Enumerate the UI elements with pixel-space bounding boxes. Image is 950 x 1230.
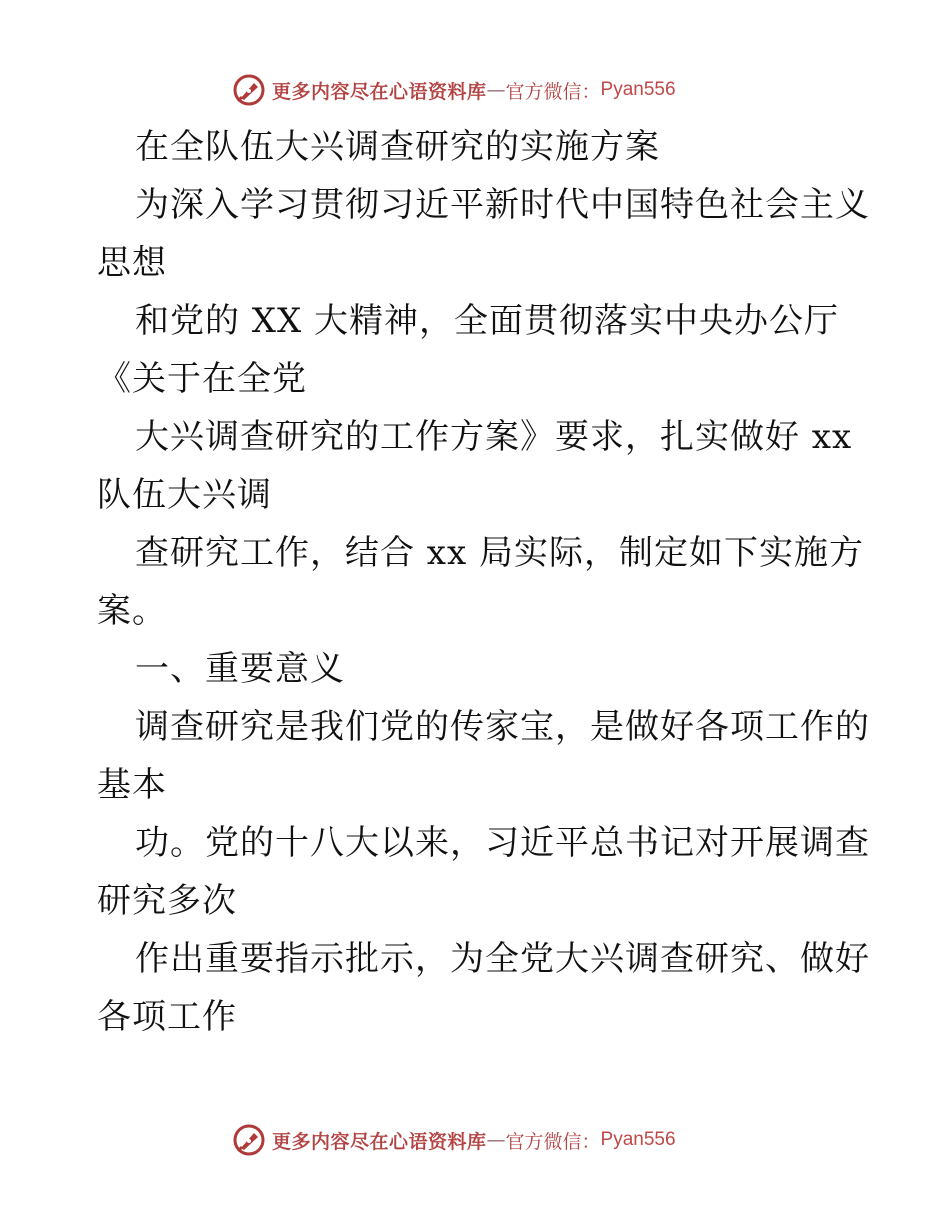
banner-site-text: 更多内容尽在心语资料库 [272, 80, 487, 103]
banner-site-text: 更多内容尽在心语资料库 [272, 1130, 487, 1153]
doc-line: 思想 [97, 243, 167, 283]
doc-line: 基本 [97, 765, 167, 805]
doc-line: 作出重要指示批示，为全党大兴调查研究、做好 [135, 939, 870, 979]
doc-line: 查研究工作，结合 xx 局实际，制定如下实施方 [135, 533, 864, 573]
banner-wechat-id: Pyan556 [600, 79, 676, 100]
doc-line: 队伍大兴调 [97, 475, 272, 515]
doc-title: 在全队伍大兴调查研究的实施方案 [135, 127, 660, 167]
banner-wechat-label: 官方微信： [505, 1130, 601, 1153]
banner-wechat-label: 官方微信： [505, 80, 601, 103]
banner-wechat-id: Pyan556 [600, 1129, 676, 1150]
doc-line: 研究多次 [97, 881, 237, 921]
pen-nib-logo-icon [232, 1123, 266, 1157]
pen-nib-logo-icon [232, 73, 266, 107]
doc-line: 功。党的十八大以来，习近平总书记对开展调查 [135, 823, 870, 863]
banner-dash: — [486, 1129, 506, 1151]
section-heading: 一、重要意义 [135, 649, 345, 689]
doc-line: 案。 [97, 591, 167, 631]
doc-line: 大兴调查研究的工作方案》要求，扎实做好 xx [135, 417, 853, 457]
doc-line: 和党的 XX 大精神，全面贯彻落实中央办公厅 [135, 301, 840, 341]
doc-line: 调查研究是我们党的传家宝，是做好各项工作的 [135, 707, 870, 747]
header-banner [232, 70, 732, 110]
doc-line: 各项工作 [97, 997, 237, 1037]
doc-line: 为深入学习贯彻习近平新时代中国特色社会主义 [135, 185, 870, 225]
footer-banner [232, 1120, 732, 1160]
banner-dash: — [486, 79, 506, 101]
doc-line: 《关于在全党 [97, 359, 307, 399]
